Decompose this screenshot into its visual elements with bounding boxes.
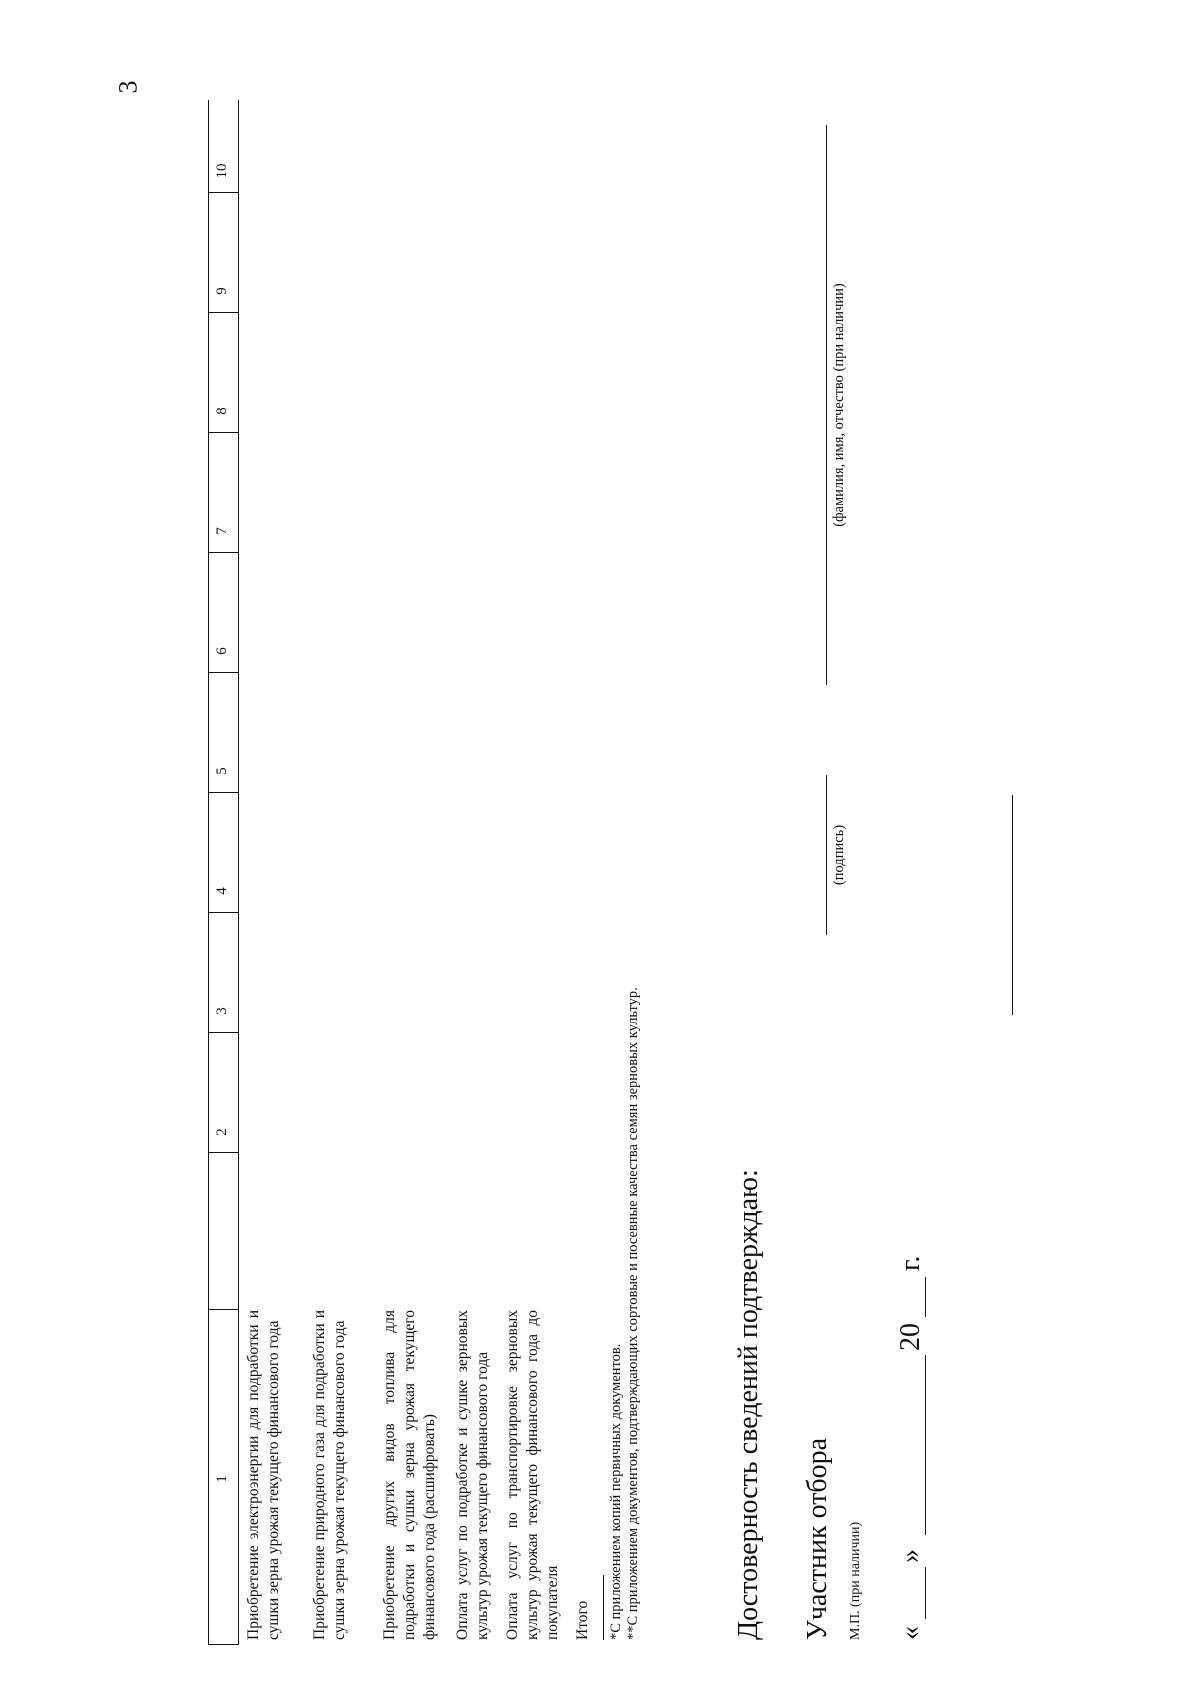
column-divider bbox=[208, 1644, 238, 1645]
column-number: 7 bbox=[214, 527, 230, 535]
date-open-quote: « bbox=[895, 1626, 926, 1640]
extra-line bbox=[1012, 795, 1013, 1015]
column-divider bbox=[208, 672, 238, 673]
date-close-quote: » bbox=[895, 1549, 926, 1563]
column-number: 6 bbox=[214, 647, 230, 655]
table-header-bottom-line bbox=[208, 100, 209, 1645]
table-row-label: Приобретение природного газа для подработки и сушки зерна урожая текущего финансового года bbox=[311, 1310, 348, 1640]
table-header-top-line bbox=[238, 100, 239, 1645]
confirmation-title: Достоверность сведений подтверждаю: bbox=[733, 1169, 764, 1640]
column-number: 10 bbox=[214, 163, 230, 179]
column-divider bbox=[208, 552, 238, 553]
date-year-prefix: 20 bbox=[895, 1323, 926, 1351]
signature-caption: (подпись) bbox=[831, 824, 847, 886]
date-year-blank bbox=[925, 1277, 926, 1317]
column-divider bbox=[208, 792, 238, 793]
table-row-label: Итого bbox=[574, 1600, 591, 1640]
rotated-page-content bbox=[0, 95, 1080, 1695]
column-divider bbox=[208, 1152, 238, 1153]
signature-line bbox=[826, 775, 827, 935]
column-divider bbox=[208, 312, 238, 313]
column-divider bbox=[208, 192, 238, 193]
footnote: **С приложением документов, подтверждающих сортовые и посевные качества семян зерновых культур. bbox=[625, 987, 641, 1640]
table-row-label: Оплата услуг по транспортировке зерновых культур урожая текущего финансового года до покупателя bbox=[504, 1310, 561, 1640]
participant-label: Участник отбора bbox=[802, 1437, 833, 1640]
column-divider bbox=[208, 432, 238, 433]
column-number: 4 bbox=[214, 887, 230, 895]
table-row-label: Оплата услуг по подработке и сушке зерновых культур урожая текущего финансового года bbox=[454, 1310, 491, 1640]
stamp-label: М.П. (при наличии) bbox=[848, 1521, 863, 1640]
page-number: 3 bbox=[113, 80, 143, 94]
column-number: 9 bbox=[214, 287, 230, 295]
column-divider bbox=[208, 1309, 238, 1310]
column-number: 8 bbox=[214, 407, 230, 415]
date-month-blank bbox=[925, 1355, 926, 1535]
footnote: *С приложением копий первичных документов. bbox=[608, 1343, 624, 1640]
footnote-separator bbox=[603, 1575, 604, 1640]
name-caption: (фамилия, имя, отчество (при наличии) bbox=[831, 283, 847, 527]
date-day-blank bbox=[925, 1567, 926, 1619]
column-divider bbox=[208, 1032, 238, 1033]
name-line bbox=[826, 125, 827, 685]
column-number: 1 bbox=[214, 1475, 230, 1483]
column-number: 3 bbox=[214, 1007, 230, 1015]
column-number: 5 bbox=[214, 767, 230, 775]
column-divider bbox=[208, 912, 238, 913]
column-number: 2 bbox=[214, 1128, 230, 1136]
date-year-suffix: г. bbox=[895, 1255, 926, 1271]
table-row-label: Приобретение других видов топлива для подработки и сушки зерна урожая текущего финансового года (расшифровать) bbox=[381, 1310, 438, 1640]
table-row-label: Приобретение электроэнергии для подработки и сушки зерна урожая текущего финансового года bbox=[245, 1310, 282, 1640]
